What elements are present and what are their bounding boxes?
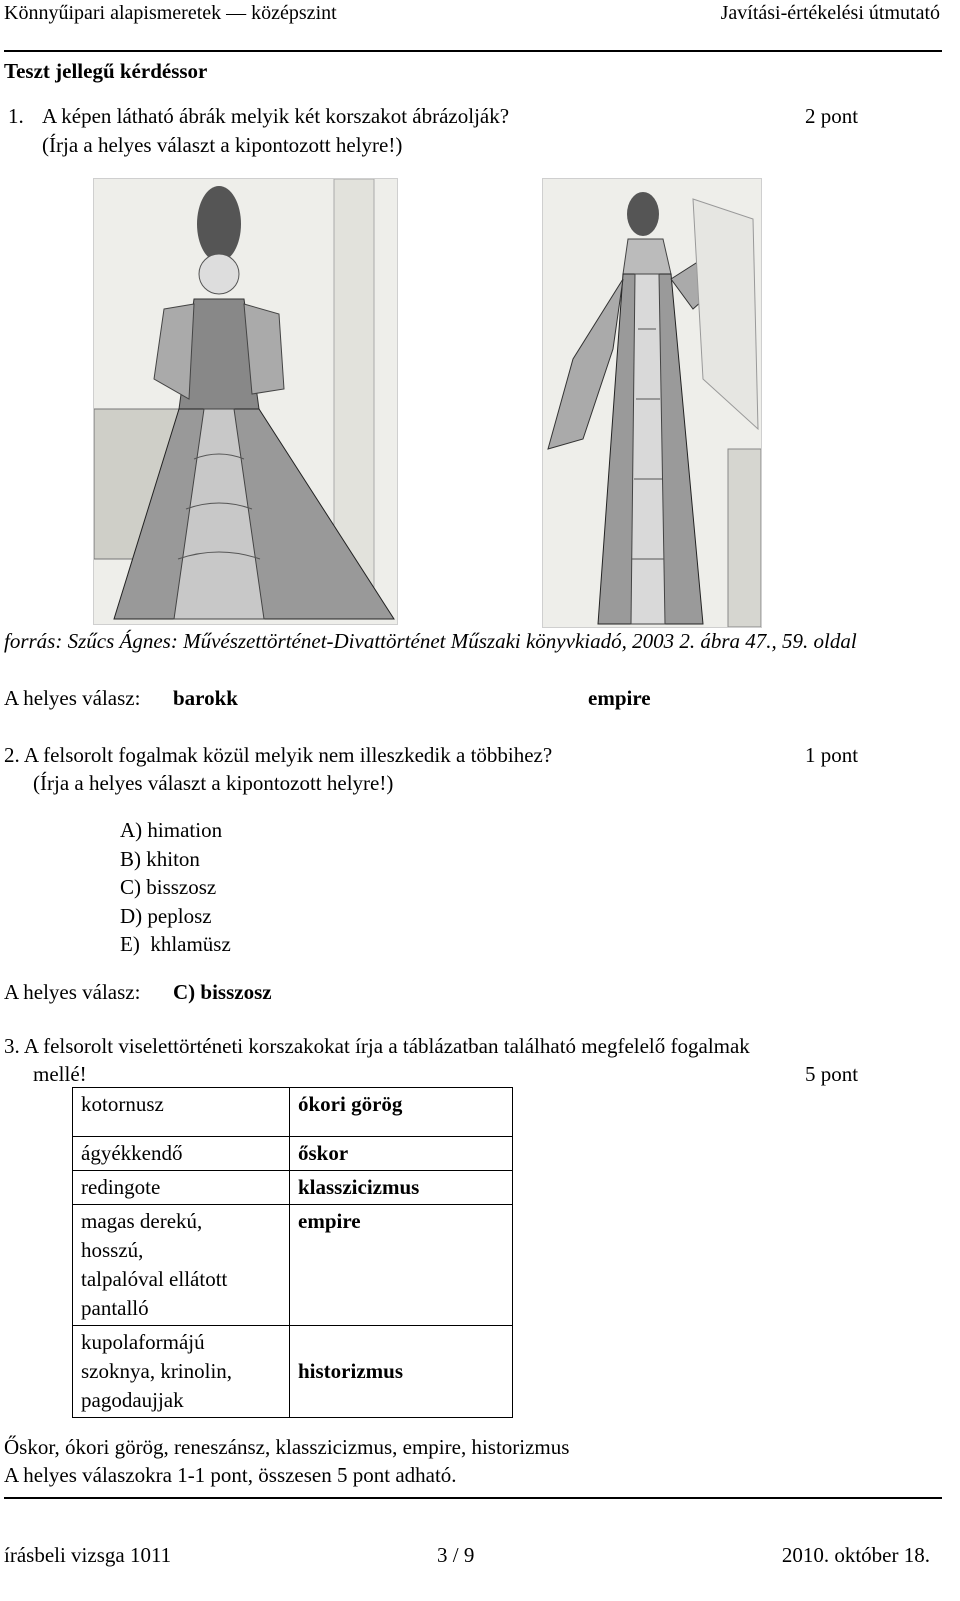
- q2-answer-label: A helyes válasz:: [4, 980, 141, 1004]
- q1-answer-1: barokk: [173, 686, 238, 710]
- q2-answer: C) bisszosz: [173, 980, 272, 1004]
- table-cell-term: kotornusz: [73, 1088, 290, 1137]
- q2-text: 2. A felsorolt fogalmak közül melyik nem illeszkedik a többihez?: [4, 743, 553, 767]
- q3-points: 5 pont: [805, 1062, 859, 1086]
- empire-dress-figure: [542, 178, 762, 628]
- table-cell-era: historizmus: [290, 1326, 513, 1418]
- baroque-dress-drawing: [94, 179, 397, 624]
- q1-answer-label: A helyes válasz:: [4, 686, 141, 710]
- q1-source: forrás: Szűcs Ágnes: Művészettörténet-Divattörténet Műszaki könyvkiadó, 2003 2. ábra 47., 59. oldal: [4, 629, 857, 653]
- footer-center: 3 / 9: [437, 1543, 475, 1567]
- table-cell-era: ókori görög: [290, 1088, 513, 1137]
- q3-word-list: Őskor, ókori görög, reneszánsz, klasszicizmus, empire, historizmus: [4, 1435, 570, 1459]
- q2-option-e: E) khlamüsz: [120, 932, 231, 956]
- q2-option-c: C) bisszosz: [120, 875, 217, 899]
- q1-text: A képen látható ábrák melyik két korszakot ábrázolják?: [42, 104, 510, 128]
- footer-right: 2010. október 18.: [781, 1543, 930, 1567]
- header-left: Könnyűipari alapismeretek — középszint: [4, 2, 337, 24]
- q3-text-cont: mellé!: [33, 1062, 87, 1086]
- section-title: Teszt jellegű kérdéssor: [4, 59, 208, 83]
- table-row: [73, 1171, 513, 1205]
- q1-instruction: (Írja a helyes választ a kipontozott helyre!): [42, 133, 403, 157]
- table-cell-era: empire: [290, 1205, 513, 1326]
- q3-scoring: A helyes válaszokra 1-1 pont, összesen 5 pont adható.: [4, 1463, 457, 1487]
- footer-left: írásbeli vizsga 1011: [4, 1543, 172, 1567]
- table-row: [73, 1088, 513, 1137]
- q2-option-b: B) khiton: [120, 847, 200, 871]
- q1-points: 2 pont: [805, 104, 859, 128]
- table-cell-era: klasszicizmus: [290, 1171, 513, 1205]
- empire-dress-drawing: [543, 179, 761, 627]
- table-cell-era: őskor: [290, 1137, 513, 1171]
- table-cell-term: kupolaformájú szoknya, krinolin, pagodaujjak: [73, 1326, 290, 1418]
- table-cell-term: ágyékkendő: [73, 1137, 290, 1171]
- table-cell-term: magas derekú, hosszú, talpalóval ellátott pantalló: [73, 1205, 290, 1326]
- table-row: [73, 1137, 513, 1171]
- baroque-dress-figure: [93, 178, 398, 625]
- q3-answer-table: [72, 1087, 513, 1418]
- header-rule: [4, 50, 942, 52]
- q3-text: 3. A felsorolt viselettörténeti korszakokat írja a táblázatban található megfelelő fogalmak: [4, 1034, 750, 1058]
- header-right: Javítási-értékelési útmutató: [720, 2, 940, 24]
- table-row: [73, 1326, 513, 1418]
- q2-instruction: (Írja a helyes választ a kipontozott helyre!): [33, 771, 394, 795]
- q1-answer-2: empire: [588, 686, 651, 710]
- footer-rule: [4, 1497, 942, 1499]
- table-row: [73, 1205, 513, 1326]
- table-cell-term: redingote: [73, 1171, 290, 1205]
- q2-option-a: A) himation: [120, 818, 223, 842]
- q2-points: 1 pont: [805, 743, 859, 767]
- q2-option-d: D) peplosz: [120, 904, 212, 928]
- q1-number: 1.: [8, 104, 24, 128]
